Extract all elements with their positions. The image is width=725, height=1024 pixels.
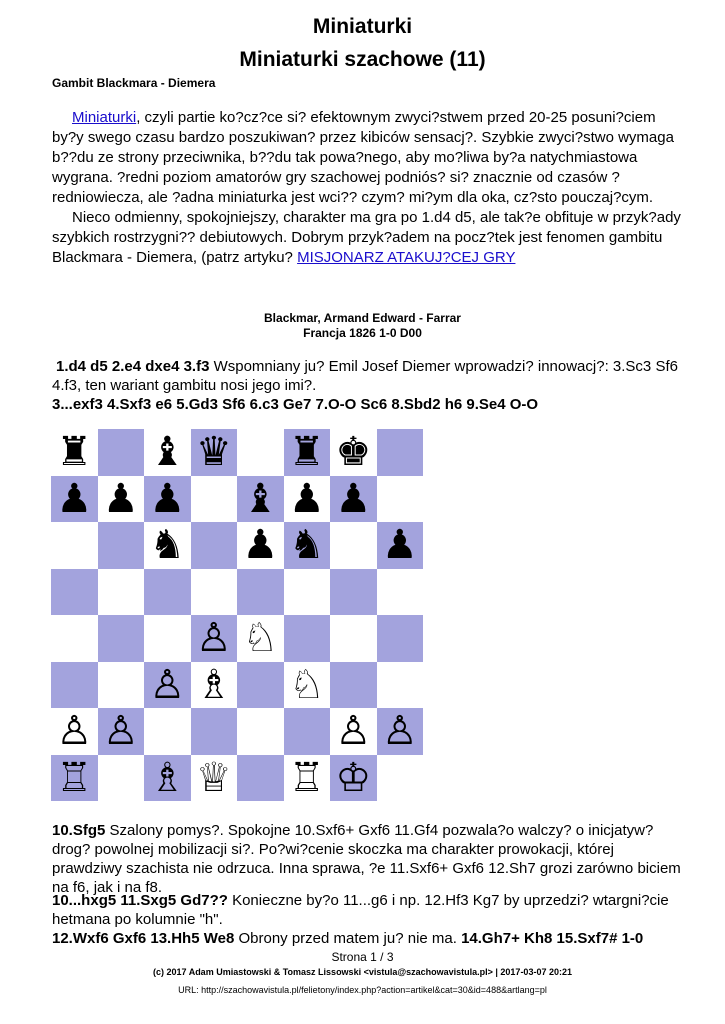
- square-g5: [330, 569, 377, 616]
- square-a5: [51, 569, 98, 616]
- square-b1: [98, 755, 145, 802]
- chess-piece: ♕: [195, 754, 232, 801]
- chess-piece: ♜: [56, 429, 93, 476]
- moves-1-notation: 1.d4 d5 2.e4 dxe4 3.f3: [56, 358, 210, 375]
- square-b2: [98, 708, 145, 755]
- chess-piece: ♝: [242, 475, 279, 522]
- square-f3: [284, 662, 331, 709]
- moves-paragraph-2: [52, 395, 682, 414]
- square-e8: [237, 429, 284, 476]
- square-c8: [144, 429, 191, 476]
- square-c3: [144, 662, 191, 709]
- square-c2: [144, 708, 191, 755]
- chess-piece: ♙: [102, 708, 139, 755]
- square-f6: [284, 522, 331, 569]
- square-e1: [237, 755, 284, 802]
- square-d3: [191, 662, 238, 709]
- moves-1-comment: Wspomniany ju? Emil Josef Diemer wprowadzi? innowacj?: 3.Sc3 Sf6 4.f3, ten wariant gambitu nosi jego imi?.: [52, 358, 678, 394]
- square-g4: [330, 615, 377, 662]
- square-e4: [237, 615, 284, 662]
- square-c4: [144, 615, 191, 662]
- moves-3-notation: 10.Sfg5: [52, 822, 106, 839]
- square-h1: [377, 755, 424, 802]
- square-d8: [191, 429, 238, 476]
- square-a8: [51, 429, 98, 476]
- square-c5: [144, 569, 191, 616]
- chess-piece: ♟: [335, 475, 372, 522]
- square-e3: [237, 662, 284, 709]
- chess-piece: ♘: [242, 615, 279, 662]
- chess-piece: ♟: [288, 475, 325, 522]
- square-h6: [377, 522, 424, 569]
- chess-piece: ♜: [288, 429, 325, 476]
- page-title: Miniaturki: [312, 15, 413, 38]
- game-players: Blackmar, Armand Edward - Farrar: [264, 311, 461, 325]
- moves-5-final: 14.Gh7+ Kh8 15.Sxf7# 1-0: [461, 930, 644, 947]
- article-title: Miniaturki szachowe (11): [239, 48, 486, 71]
- chess-piece: ♗: [195, 661, 232, 708]
- square-d1: [191, 755, 238, 802]
- square-e7: [237, 476, 284, 523]
- chess-board: [51, 429, 423, 801]
- square-g6: [330, 522, 377, 569]
- square-f7: [284, 476, 331, 523]
- chess-piece: ♚: [335, 429, 372, 476]
- copyright-line: (c) 2017 Adam Umiastowski & Tomasz Lissowski <vistula@szachowavistula.pl> | 2017-03-07 20:21: [153, 967, 572, 977]
- square-g1: [330, 755, 377, 802]
- square-f8: [284, 429, 331, 476]
- square-c7: [144, 476, 191, 523]
- square-c6: [144, 522, 191, 569]
- square-e5: [237, 569, 284, 616]
- square-d5: [191, 569, 238, 616]
- chess-piece: ♟: [102, 475, 139, 522]
- square-f4: [284, 615, 331, 662]
- chess-piece: ♗: [149, 754, 186, 801]
- chess-piece: ♙: [149, 661, 186, 708]
- chess-piece: ♟: [56, 475, 93, 522]
- page-number: Strona 1 / 3: [331, 950, 394, 964]
- intro-text-1: , czyli partie ko?cz?ce si? efektownym zwyci?stwem przed 20-25 posuni?ciem by?y swego czasu bardzo poszukiwan? przez kibiców sensacj?. Szybkie zwyci?stwo wymaga b??du ze strony przeciwnika, b??du tak powa?nego, aby mo?liwa by?a natychmiastowa wygrana. ?redni poziom amatorów gry szachowej podniós? si? znacznie od czasów ?redniowiecza, ale ?adna miniaturka jest wci?? czym? mi?ym dla oka, cz?sto pouczaj?cym.: [52, 109, 674, 206]
- square-c1: [144, 755, 191, 802]
- chess-piece: ♙: [56, 708, 93, 755]
- game-info: Francja 1826 1-0 D00: [303, 326, 422, 340]
- chess-piece: ♟: [242, 522, 279, 569]
- miniaturki-link[interactable]: Miniaturki: [72, 109, 137, 126]
- chess-piece: ♟: [381, 522, 418, 569]
- moves-3-comment: Szalony pomys?. Spokojne 10.Sxf6+ Gxf6 11.Gf4 pozwala?o walczy? o inicjatyw? drog? powolnej mobilizacji si?. Po?wi?cenie skoczka ma charakter prowokacji, której prawdziwy szachista nie odrzuca. Inna sprawa, ?e 11.Sxf6+ Gxf6 12.Sh7 grozi zarówno biciem na f6, jak i na f8.: [52, 822, 681, 896]
- misjonarz-link[interactable]: MISJONARZ ATAKUJ?CEJ GRY: [297, 249, 516, 266]
- chess-piece: ♘: [288, 661, 325, 708]
- square-a7: [51, 476, 98, 523]
- moves-4-comment: Konieczne by?o 11...g6 i np. 12.Hf3 Kg7 by uprzedzi? wtargni?cie hetmana po kolumnie "h".: [52, 892, 669, 928]
- chess-piece: ♝: [149, 429, 186, 476]
- chess-piece: ♞: [149, 522, 186, 569]
- square-b6: [98, 522, 145, 569]
- square-e6: [237, 522, 284, 569]
- moves-paragraph-3: [52, 821, 682, 897]
- intro-paragraph-2: [52, 208, 682, 268]
- square-g2: [330, 708, 377, 755]
- chess-piece: ♖: [56, 754, 93, 801]
- square-b7: [98, 476, 145, 523]
- square-b3: [98, 662, 145, 709]
- source-url: URL: http://szachowavistula.pl/felietony/index.php?action=artikel&cat=30&id=488&artlang=pl: [178, 985, 547, 995]
- intro-text-2: Nieco odmienny, spokojniejszy, charakter ma gra po 1.d4 d5, ale tak?e obfituje w przyk?ady szybkich rostrzygni?? debiutowych. Dobrym przyk?adem na pocz?tek jest fenomen gambitu Blackmara - Diemera, (patrz artyku?: [52, 209, 681, 266]
- square-b8: [98, 429, 145, 476]
- square-f1: [284, 755, 331, 802]
- square-a1: [51, 755, 98, 802]
- square-d6: [191, 522, 238, 569]
- square-h4: [377, 615, 424, 662]
- chess-piece: ♙: [335, 708, 372, 755]
- square-d2: [191, 708, 238, 755]
- square-f5: [284, 569, 331, 616]
- moves-2-notation: 3...exf3 4.Sxf3 e6 5.Gd3 Sf6 6.c3 Ge7 7.O-O Sc6 8.Sbd2 h6 9.Se4 O-O: [52, 396, 539, 413]
- square-h7: [377, 476, 424, 523]
- square-b5: [98, 569, 145, 616]
- square-f2: [284, 708, 331, 755]
- square-a3: [51, 662, 98, 709]
- moves-5-comment: Obrony przed matem ju? nie ma.: [234, 930, 462, 947]
- chess-piece: ♙: [195, 615, 232, 662]
- square-e2: [237, 708, 284, 755]
- square-h2: [377, 708, 424, 755]
- square-g7: [330, 476, 377, 523]
- square-d7: [191, 476, 238, 523]
- moves-4-notation: 10...hxg5 11.Sxg5 Gd7??: [52, 892, 228, 909]
- moves-paragraph-4: [52, 891, 682, 929]
- chess-piece: ♟: [149, 475, 186, 522]
- square-h3: [377, 662, 424, 709]
- chess-piece: ♖: [288, 754, 325, 801]
- article-subtitle: Gambit Blackmara - Diemera: [52, 76, 216, 90]
- square-b4: [98, 615, 145, 662]
- chess-piece: ♙: [381, 708, 418, 755]
- square-g3: [330, 662, 377, 709]
- chess-piece: ♛: [195, 429, 232, 476]
- square-a4: [51, 615, 98, 662]
- moves-5-notation: 12.Wxf6 Gxf6 13.Hh5 We8: [52, 930, 235, 947]
- square-g8: [330, 429, 377, 476]
- square-a6: [51, 522, 98, 569]
- chess-piece: ♔: [335, 754, 372, 801]
- square-d4: [191, 615, 238, 662]
- chess-piece: ♞: [288, 522, 325, 569]
- square-h5: [377, 569, 424, 616]
- square-a2: [51, 708, 98, 755]
- intro-paragraph-1: [52, 108, 682, 208]
- square-h8: [377, 429, 424, 476]
- moves-paragraph-5: [52, 929, 682, 948]
- moves-paragraph-1: [52, 357, 682, 395]
